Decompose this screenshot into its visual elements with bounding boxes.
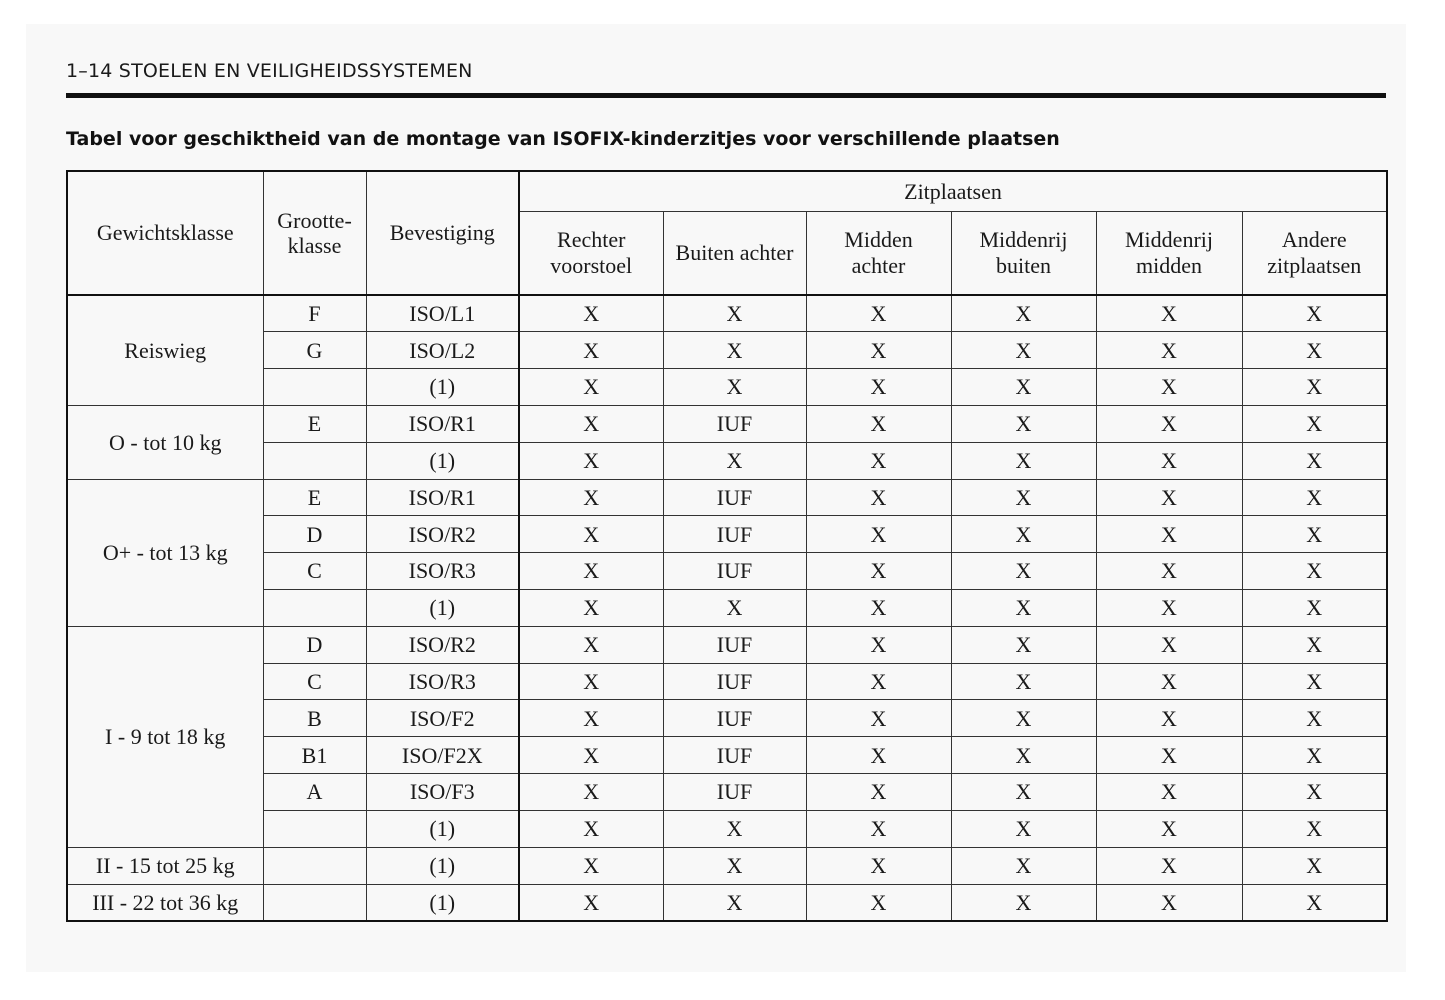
mounting-cell: ISO/L1 xyxy=(366,295,519,332)
mounting-cell: ISO/R2 xyxy=(366,626,519,663)
seat-suitability-cell: IUF xyxy=(663,626,806,663)
header-seat-1-line1: Rechter xyxy=(557,227,626,253)
seat-suitability-cell: X xyxy=(1242,626,1387,663)
seat-suitability-cell: X xyxy=(951,332,1096,369)
seat-suitability-cell: X xyxy=(806,663,951,700)
seat-suitability-cell: X xyxy=(1096,663,1242,700)
weight-class-cell: Reiswieg xyxy=(67,295,263,405)
seat-suitability-cell: X xyxy=(663,810,806,847)
seat-suitability-cell: X xyxy=(1096,369,1242,406)
header-seat-5 xyxy=(1096,211,1242,295)
mounting-cell: ISO/F2 xyxy=(366,700,519,737)
mounting-cell: ISO/R1 xyxy=(366,405,519,442)
seat-suitability-cell: X xyxy=(1242,369,1387,406)
seat-suitability-cell: X xyxy=(1242,847,1387,884)
seat-suitability-cell: X xyxy=(951,553,1096,590)
table-row xyxy=(67,369,1387,406)
mounting-cell: (1) xyxy=(366,442,519,479)
seat-suitability-cell: X xyxy=(951,626,1096,663)
weight-class-cell: III - 22 tot 36 kg xyxy=(67,884,263,921)
mounting-cell: (1) xyxy=(366,847,519,884)
seat-suitability-cell: X xyxy=(1096,405,1242,442)
seat-suitability-cell: X xyxy=(1096,479,1242,516)
seat-suitability-cell: X xyxy=(951,442,1096,479)
seat-suitability-cell: X xyxy=(806,847,951,884)
size-class-cell: B1 xyxy=(263,737,366,774)
table-title: Tabel voor geschiktheid van de montage van ISOFIX-kinderzitjes voor verschillende plaatsen xyxy=(66,128,1060,150)
seat-suitability-cell: X xyxy=(1096,700,1242,737)
table-row xyxy=(67,553,1387,590)
header-seat-4 xyxy=(951,211,1096,295)
seat-suitability-cell: X xyxy=(519,884,663,921)
seat-suitability-cell: X xyxy=(951,737,1096,774)
seat-suitability-cell: X xyxy=(1242,516,1387,553)
header-seat-3-line2: achter xyxy=(851,252,906,278)
seat-suitability-cell: X xyxy=(951,700,1096,737)
weight-class-cell: II - 15 tot 25 kg xyxy=(67,847,263,884)
table-row xyxy=(67,810,1387,847)
table-row xyxy=(67,847,1387,884)
header-rule xyxy=(66,93,1386,98)
seat-suitability-cell: X xyxy=(1242,590,1387,627)
seat-suitability-cell: X xyxy=(806,332,951,369)
seat-suitability-cell: X xyxy=(1242,405,1387,442)
table-row xyxy=(67,663,1387,700)
table-header xyxy=(67,171,1387,295)
mounting-cell: (1) xyxy=(366,810,519,847)
seat-suitability-cell: X xyxy=(806,479,951,516)
seat-suitability-cell: X xyxy=(519,553,663,590)
table-row xyxy=(67,295,1387,332)
seat-suitability-cell: X xyxy=(806,590,951,627)
table-row xyxy=(67,700,1387,737)
seat-suitability-cell: X xyxy=(806,626,951,663)
seat-suitability-cell: X xyxy=(519,700,663,737)
header-seat-4-line1: Middenrij xyxy=(979,227,1068,253)
header-seat-6-line2: zitplaatsen xyxy=(1267,252,1362,278)
seat-suitability-cell: X xyxy=(1096,590,1242,627)
seat-suitability-cell: X xyxy=(1096,847,1242,884)
seat-suitability-cell: IUF xyxy=(663,774,806,811)
header-mounting: Bevestiging xyxy=(366,171,519,295)
header-size-class xyxy=(263,171,366,295)
seat-suitability-cell: X xyxy=(1242,737,1387,774)
seat-suitability-cell: X xyxy=(951,847,1096,884)
seat-suitability-cell: X xyxy=(806,810,951,847)
seat-suitability-cell: X xyxy=(1096,884,1242,921)
seat-suitability-cell: X xyxy=(806,369,951,406)
weight-class-cell: O+ - tot 13 kg xyxy=(67,479,263,626)
seat-suitability-cell: X xyxy=(951,590,1096,627)
header-size-line1: Grootte- xyxy=(277,207,352,233)
header-seat-2 xyxy=(663,211,806,295)
header-seat-2-line1: Buiten achter xyxy=(675,240,794,266)
seat-suitability-cell: X xyxy=(1242,810,1387,847)
mounting-cell: ISO/R2 xyxy=(366,516,519,553)
header-seating-positions: Zitplaatsen xyxy=(519,171,1387,211)
seat-suitability-cell: X xyxy=(1242,295,1387,332)
table-row xyxy=(67,516,1387,553)
header-seat-3 xyxy=(806,211,951,295)
mounting-cell: (1) xyxy=(366,884,519,921)
table-row xyxy=(67,332,1387,369)
size-class-cell: C xyxy=(263,553,366,590)
table-row xyxy=(67,626,1387,663)
table-row xyxy=(67,590,1387,627)
seat-suitability-cell: X xyxy=(1096,442,1242,479)
size-class-cell xyxy=(263,810,366,847)
table-row xyxy=(67,442,1387,479)
table-row xyxy=(67,405,1387,442)
seat-suitability-cell: X xyxy=(951,774,1096,811)
seat-suitability-cell: X xyxy=(519,737,663,774)
header-seat-5-line1: Middenrij xyxy=(1125,227,1213,253)
size-class-cell xyxy=(263,847,366,884)
seat-suitability-cell: X xyxy=(951,369,1096,406)
seat-suitability-cell: X xyxy=(1242,774,1387,811)
seat-suitability-cell: X xyxy=(519,405,663,442)
seat-suitability-cell: X xyxy=(806,737,951,774)
mounting-cell: ISO/R3 xyxy=(366,663,519,700)
size-class-cell: A xyxy=(263,774,366,811)
seat-suitability-cell: X xyxy=(806,442,951,479)
seat-suitability-cell: IUF xyxy=(663,663,806,700)
mounting-cell: (1) xyxy=(366,369,519,406)
seat-suitability-cell: X xyxy=(663,590,806,627)
seat-suitability-cell: IUF xyxy=(663,737,806,774)
seat-suitability-cell: X xyxy=(951,810,1096,847)
seat-suitability-cell: X xyxy=(1242,479,1387,516)
isofix-suitability-table xyxy=(66,170,1388,922)
seat-suitability-cell: X xyxy=(519,479,663,516)
table-body xyxy=(67,295,1387,921)
seat-suitability-cell: X xyxy=(951,516,1096,553)
seat-suitability-cell: X xyxy=(663,847,806,884)
seat-suitability-cell: X xyxy=(806,553,951,590)
header-seat-6 xyxy=(1242,211,1387,295)
seat-suitability-cell: X xyxy=(519,663,663,700)
size-class-cell: E xyxy=(263,405,366,442)
seat-suitability-cell: X xyxy=(806,516,951,553)
seat-suitability-cell: X xyxy=(1242,663,1387,700)
header-seat-1 xyxy=(519,211,663,295)
seat-suitability-cell: X xyxy=(663,369,806,406)
mounting-cell: ISO/R1 xyxy=(366,479,519,516)
size-class-cell xyxy=(263,369,366,406)
seat-suitability-cell: X xyxy=(1242,442,1387,479)
table-row xyxy=(67,479,1387,516)
size-class-cell: F xyxy=(263,295,366,332)
seat-suitability-cell: X xyxy=(519,516,663,553)
seat-suitability-cell: X xyxy=(1242,332,1387,369)
seat-suitability-cell: X xyxy=(519,442,663,479)
seat-suitability-cell: X xyxy=(1096,774,1242,811)
header-size-line2: klasse xyxy=(287,233,342,258)
mounting-cell: ISO/L2 xyxy=(366,332,519,369)
seat-suitability-cell: X xyxy=(1242,553,1387,590)
seat-suitability-cell: X xyxy=(1242,884,1387,921)
header-seat-5-line2: midden xyxy=(1136,252,1202,278)
table-row xyxy=(67,774,1387,811)
mounting-cell: ISO/F3 xyxy=(366,774,519,811)
seat-suitability-cell: X xyxy=(663,295,806,332)
size-class-cell: B xyxy=(263,700,366,737)
size-class-cell xyxy=(263,442,366,479)
seat-suitability-cell: IUF xyxy=(663,516,806,553)
seat-suitability-cell: X xyxy=(519,332,663,369)
seat-suitability-cell: X xyxy=(1096,295,1242,332)
seat-suitability-cell: X xyxy=(1096,626,1242,663)
mounting-cell: ISO/R3 xyxy=(366,553,519,590)
size-class-cell: D xyxy=(263,626,366,663)
seat-suitability-cell: IUF xyxy=(663,553,806,590)
seat-suitability-cell: X xyxy=(519,774,663,811)
seat-suitability-cell: X xyxy=(519,590,663,627)
seat-suitability-cell: X xyxy=(1096,332,1242,369)
seat-suitability-cell: X xyxy=(951,405,1096,442)
seat-suitability-cell: X xyxy=(951,884,1096,921)
mounting-cell: ISO/F2X xyxy=(366,737,519,774)
seat-suitability-cell: X xyxy=(806,405,951,442)
header-weight-class: Gewichtsklasse xyxy=(67,171,263,295)
seat-suitability-cell: X xyxy=(806,295,951,332)
seat-suitability-cell: X xyxy=(951,479,1096,516)
seat-suitability-cell: X xyxy=(663,884,806,921)
seat-suitability-cell: X xyxy=(519,847,663,884)
seat-suitability-cell: X xyxy=(806,700,951,737)
weight-class-cell: O - tot 10 kg xyxy=(67,405,263,479)
seat-suitability-cell: X xyxy=(1096,737,1242,774)
seat-suitability-cell: X xyxy=(806,884,951,921)
seat-suitability-cell: X xyxy=(1096,516,1242,553)
seat-suitability-cell: X xyxy=(951,663,1096,700)
table-row xyxy=(67,884,1387,921)
size-class-cell xyxy=(263,590,366,627)
seat-suitability-cell: X xyxy=(806,774,951,811)
seat-suitability-cell: X xyxy=(663,332,806,369)
seat-suitability-cell: X xyxy=(519,295,663,332)
mounting-cell: (1) xyxy=(366,590,519,627)
seat-suitability-cell: IUF xyxy=(663,405,806,442)
running-head: 1–14 STOELEN EN VEILIGHEIDSSYSTEMEN xyxy=(66,60,473,82)
size-class-cell: D xyxy=(263,516,366,553)
header-seat-4-line2: buiten xyxy=(996,252,1051,278)
size-class-cell xyxy=(263,884,366,921)
seat-suitability-cell: X xyxy=(1096,553,1242,590)
seat-suitability-cell: X xyxy=(519,810,663,847)
seat-suitability-cell: X xyxy=(951,295,1096,332)
seat-suitability-cell: IUF xyxy=(663,479,806,516)
size-class-cell: C xyxy=(263,663,366,700)
seat-suitability-cell: X xyxy=(1096,810,1242,847)
header-seat-1-line2: voorstoel xyxy=(550,252,633,278)
seat-suitability-cell: X xyxy=(1242,700,1387,737)
seat-suitability-cell: X xyxy=(519,626,663,663)
table-row xyxy=(67,737,1387,774)
header-seat-3-line1: Midden xyxy=(844,227,913,253)
header-seat-6-line1: Andere xyxy=(1281,227,1347,253)
weight-class-cell: I - 9 tot 18 kg xyxy=(67,626,263,847)
seat-suitability-cell: IUF xyxy=(663,700,806,737)
seat-suitability-cell: X xyxy=(663,442,806,479)
size-class-cell: E xyxy=(263,479,366,516)
size-class-cell: G xyxy=(263,332,366,369)
seat-suitability-cell: X xyxy=(519,369,663,406)
